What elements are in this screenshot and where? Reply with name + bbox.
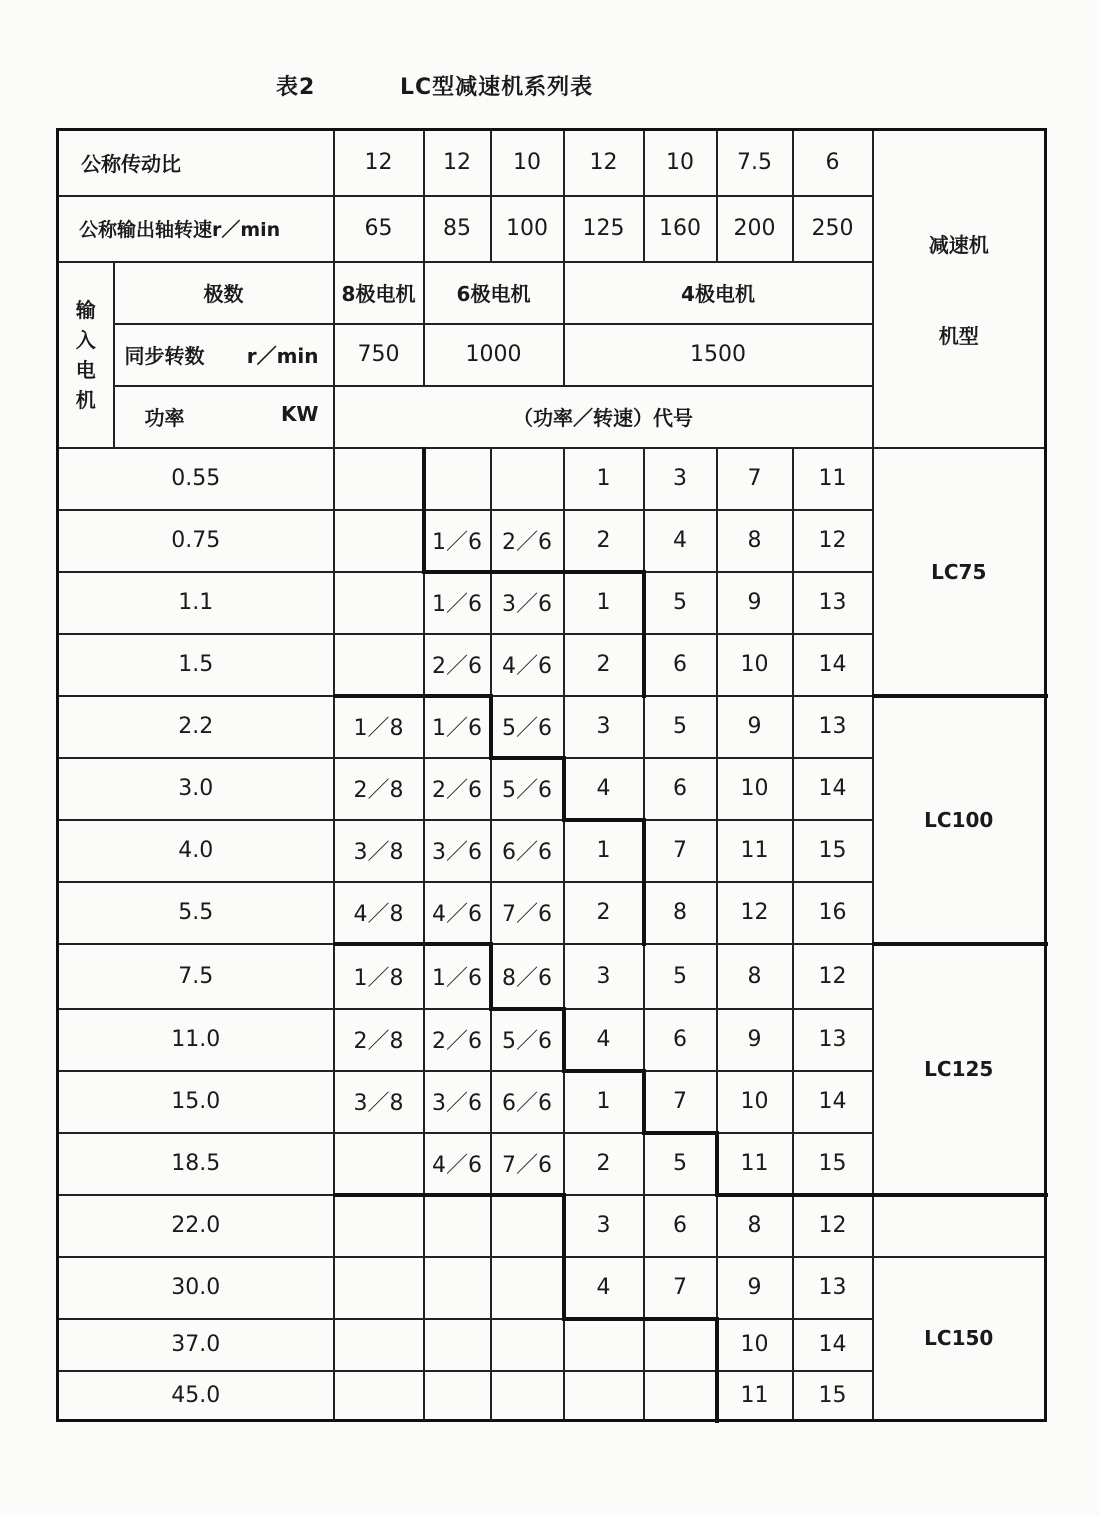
power-cell: 18.5	[58, 1133, 334, 1195]
code-cell	[334, 572, 424, 634]
code-cell	[334, 1319, 424, 1371]
code-cell: 5／6	[491, 1009, 564, 1071]
code-cell: 13	[793, 1257, 873, 1319]
code-cell: 2／6	[424, 1009, 491, 1071]
group-boundary-line	[563, 1317, 719, 1321]
group-boundary-line	[563, 1069, 646, 1073]
code-cell: 5	[644, 1133, 717, 1195]
group-boundary-line	[333, 694, 493, 698]
model-cell: LC75	[873, 448, 1046, 696]
power-cell: 7.5	[58, 944, 334, 1009]
code-cell: 3／6	[491, 572, 564, 634]
code-cell: 1／8	[334, 696, 424, 758]
code-cell	[334, 1195, 424, 1257]
group-boundary-line	[563, 818, 646, 822]
code-cell: 2／6	[424, 634, 491, 696]
code-cell	[424, 1257, 491, 1319]
power-cell: 37.0	[58, 1319, 334, 1371]
poles-label: 极数	[114, 262, 334, 324]
code-cell: 1	[564, 572, 644, 634]
code-cell: 8	[644, 882, 717, 944]
sync-750: 750	[334, 324, 424, 386]
group-boundary-line	[642, 571, 646, 698]
code-cell: 1	[564, 820, 644, 882]
power-cell: 22.0	[58, 1195, 334, 1257]
code-cell: 16	[793, 882, 873, 944]
power-cell: 5.5	[58, 882, 334, 944]
code-cell: 12	[793, 1195, 873, 1257]
code-cell: 3／6	[424, 820, 491, 882]
speed-cell: 160	[644, 196, 717, 262]
table-row	[58, 1257, 1046, 1319]
power-cell: 1.5	[58, 634, 334, 696]
group-boundary-line	[643, 1131, 719, 1135]
code-cell: 8	[717, 1195, 793, 1257]
ratio-cell: 7.5	[717, 130, 793, 196]
code-cell: 11	[717, 820, 793, 882]
code-cell: 7	[717, 448, 793, 510]
group-boundary-line	[333, 942, 493, 946]
code-cell: 13	[793, 572, 873, 634]
code-cell: 3／8	[334, 1071, 424, 1133]
code-cell: 2／8	[334, 1009, 424, 1071]
code-cell: 2／6	[491, 510, 564, 572]
output-speed-label: 公称输出轴转速r／min	[58, 196, 334, 262]
code-cell: 7	[644, 1071, 717, 1133]
speed-cell: 250	[793, 196, 873, 262]
code-cell: 1／6	[424, 510, 491, 572]
code-cell	[491, 1319, 564, 1371]
table-row	[58, 944, 1046, 1009]
code-cell	[424, 448, 491, 510]
code-cell: 13	[793, 1009, 873, 1071]
code-cell	[644, 1371, 717, 1421]
sync-label-text: 同步转数	[124, 344, 205, 368]
group-boundary-line	[562, 757, 566, 822]
power-cell: 3.0	[58, 758, 334, 820]
code-cell: 1／6	[424, 944, 491, 1009]
code-cell	[424, 1319, 491, 1371]
sync-unit-text: r／min	[246, 344, 319, 368]
model-cell: LC125	[873, 944, 1046, 1195]
code-cell: 10	[717, 1319, 793, 1371]
code-cell	[334, 1371, 424, 1421]
group-boundary-line	[422, 447, 426, 574]
group-boundary-line	[489, 695, 493, 760]
group-boundary-line	[490, 1007, 566, 1011]
code-cell: 7／6	[491, 882, 564, 944]
code-cell: 9	[717, 1257, 793, 1319]
code-cell: 15	[793, 1371, 873, 1421]
ratio-cell: 10	[644, 130, 717, 196]
code-cell: 2	[564, 510, 644, 572]
code-cell: 12	[717, 882, 793, 944]
code-cell: 4／8	[334, 882, 424, 944]
speed-cell: 65	[334, 196, 424, 262]
code-cell: 4	[564, 758, 644, 820]
code-cell	[564, 1319, 644, 1371]
code-cell: 6	[644, 634, 717, 696]
code-cell	[644, 1319, 717, 1371]
ratio-cell: 12	[564, 130, 644, 196]
code-cell	[424, 1371, 491, 1421]
code-cell: 3	[564, 696, 644, 758]
code-cell: 7	[644, 1257, 717, 1319]
code-cell: 4	[564, 1257, 644, 1319]
input-motor-label	[58, 262, 114, 448]
code-cell: 12	[793, 944, 873, 1009]
code-cell: 9	[717, 1009, 793, 1071]
power-cell: 1.1	[58, 572, 334, 634]
code-cell	[564, 1371, 644, 1421]
code-cell: 4／6	[424, 882, 491, 944]
group-boundary-line	[872, 942, 1048, 946]
reducer-type-header	[873, 130, 1046, 448]
power-cell: 45.0	[58, 1371, 334, 1421]
table-caption-title: LC型减速机系列表	[400, 75, 594, 100]
model-cell: LC150	[873, 1257, 1046, 1421]
code-cell	[491, 1195, 564, 1257]
power-cell: 4.0	[58, 820, 334, 882]
group-boundary-line	[716, 1193, 875, 1197]
code-cell: 11	[717, 1371, 793, 1421]
code-cell: 14	[793, 1071, 873, 1133]
power-cell: 2.2	[58, 696, 334, 758]
code-cell	[334, 1133, 424, 1195]
sync-1500: 1500	[564, 324, 873, 386]
power-cell: 0.55	[58, 448, 334, 510]
code-cell: 6	[644, 1009, 717, 1071]
power-cell: 30.0	[58, 1257, 334, 1319]
code-cell: 6	[644, 758, 717, 820]
code-cell: 3／8	[334, 820, 424, 882]
group-boundary-line	[490, 756, 566, 760]
code-cell: 11	[717, 1133, 793, 1195]
code-cell	[334, 1257, 424, 1319]
sync-speed-label	[114, 324, 334, 386]
code-cell: 2／8	[334, 758, 424, 820]
power-cell: 11.0	[58, 1009, 334, 1071]
code-cell: 14	[793, 1319, 873, 1371]
code-cell: 4／6	[491, 634, 564, 696]
table-row	[58, 696, 1046, 758]
code-cell	[424, 1195, 491, 1257]
code-cell: 3	[564, 1195, 644, 1257]
group-boundary-line	[872, 694, 1048, 698]
code-cell: 8／6	[491, 944, 564, 1009]
code-cell: 5	[644, 696, 717, 758]
code-cell: 13	[793, 696, 873, 758]
code-cell: 1／6	[424, 572, 491, 634]
code-cell: 12	[793, 510, 873, 572]
power-label	[114, 386, 334, 448]
code-cell: 2	[564, 634, 644, 696]
model-cell: LC100	[873, 696, 1046, 944]
code-cell: 2／6	[424, 758, 491, 820]
table-caption-number: 表2	[276, 75, 316, 100]
pole-4: 4极电机	[564, 262, 873, 324]
code-cell: 9	[717, 696, 793, 758]
code-cell: 9	[717, 572, 793, 634]
group-boundary-line	[562, 1194, 566, 1321]
reducer-type-label-2: 机型	[938, 323, 979, 348]
speed-cell: 200	[717, 196, 793, 262]
code-cell	[334, 634, 424, 696]
table-row	[58, 1195, 1046, 1257]
group-boundary-line	[872, 1193, 1048, 1197]
group-boundary-line	[715, 1132, 719, 1197]
table-row	[58, 448, 1046, 510]
speed-cell: 100	[491, 196, 564, 262]
power-cell: 15.0	[58, 1071, 334, 1133]
lc-reducer-series-table	[56, 128, 1047, 1422]
sync-1000: 1000	[424, 324, 564, 386]
speed-cell: 85	[424, 196, 491, 262]
code-cell: 6／6	[491, 820, 564, 882]
power-label-text: 功率	[144, 406, 185, 430]
code-cell: 3／6	[424, 1071, 491, 1133]
code-cell: 3	[644, 448, 717, 510]
pole-8: 8极电机	[334, 262, 424, 324]
code-cell: 2	[564, 882, 644, 944]
group-boundary-line	[333, 1193, 566, 1197]
code-cell: 10	[717, 758, 793, 820]
code-cell	[334, 510, 424, 572]
ratio-label: 公称传动比	[58, 130, 334, 196]
ratio-cell: 12	[334, 130, 424, 196]
ratio-cell: 10	[491, 130, 564, 196]
code-cell: 6／6	[491, 1071, 564, 1133]
group-boundary-line	[642, 1070, 646, 1135]
reducer-type-label-1: 减速机	[928, 232, 989, 257]
ratio-cell: 6	[793, 130, 873, 196]
code-cell: 1／6	[424, 696, 491, 758]
code-cell: 15	[793, 820, 873, 882]
code-cell	[491, 448, 564, 510]
speed-cell: 125	[564, 196, 644, 262]
pole-6: 6极电机	[424, 262, 564, 324]
code-cell: 2	[564, 1133, 644, 1195]
group-boundary-line	[562, 1008, 566, 1073]
code-cell: 1	[564, 1071, 644, 1133]
group-boundary-line	[715, 1318, 719, 1423]
power-unit-text: KW	[280, 402, 319, 426]
code-cell: 15	[793, 1133, 873, 1195]
code-cell: 10	[717, 634, 793, 696]
code-cell: 8	[717, 510, 793, 572]
input-motor-text: 输 入 电 机	[75, 297, 96, 412]
ratio-cell: 12	[424, 130, 491, 196]
code-cell: 1／8	[334, 944, 424, 1009]
group-boundary-line	[489, 943, 493, 1011]
code-cell: 11	[793, 448, 873, 510]
code-cell	[491, 1371, 564, 1421]
code-cell: 5／6	[491, 758, 564, 820]
model-cell	[873, 1195, 1046, 1257]
code-cell: 5／6	[491, 696, 564, 758]
code-cell: 4／6	[424, 1133, 491, 1195]
code-cell: 1	[564, 448, 644, 510]
code-label: （功率／转速）代号	[334, 386, 873, 448]
power-cell: 0.75	[58, 510, 334, 572]
group-boundary-line	[423, 570, 646, 574]
code-cell	[334, 448, 424, 510]
code-cell: 4	[644, 510, 717, 572]
code-cell: 3	[564, 944, 644, 1009]
code-cell: 8	[717, 944, 793, 1009]
code-cell: 5	[644, 572, 717, 634]
code-cell	[491, 1257, 564, 1319]
code-cell: 14	[793, 634, 873, 696]
code-cell: 14	[793, 758, 873, 820]
code-cell: 10	[717, 1071, 793, 1133]
code-cell: 4	[564, 1009, 644, 1071]
code-cell: 7	[644, 820, 717, 882]
group-boundary-line	[642, 819, 646, 946]
code-cell: 6	[644, 1195, 717, 1257]
code-cell: 7／6	[491, 1133, 564, 1195]
code-cell: 5	[644, 944, 717, 1009]
